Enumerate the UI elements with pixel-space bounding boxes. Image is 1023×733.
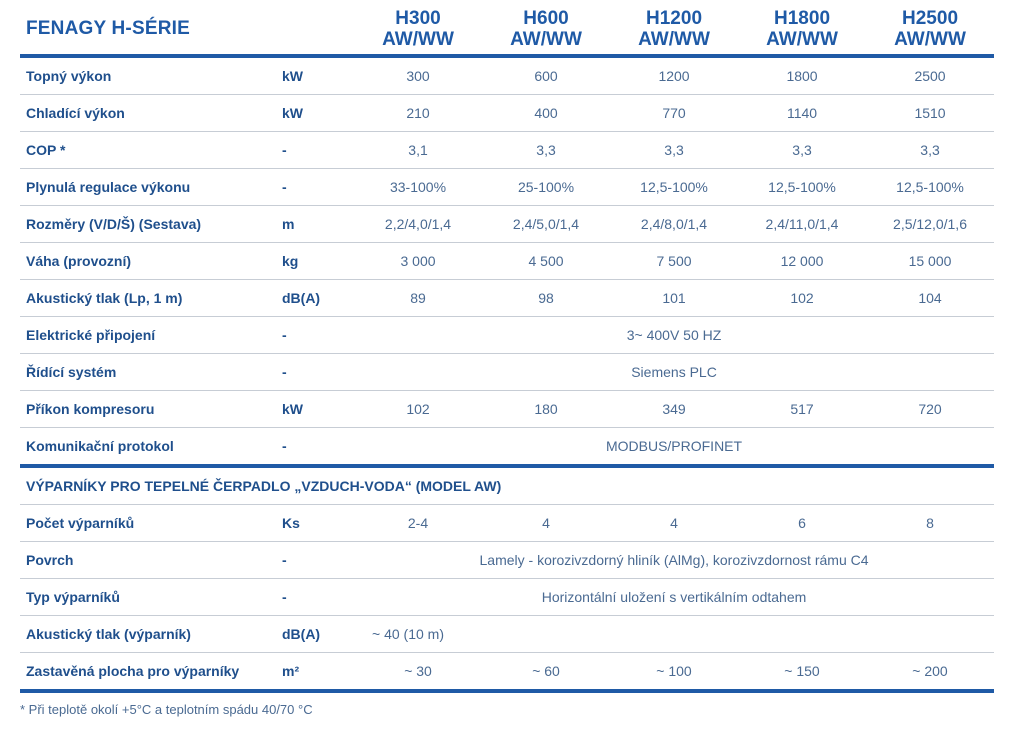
- table-row: [20, 280, 994, 317]
- row-label: Komunikační protokol: [20, 428, 278, 467]
- row-value: 3,3: [866, 132, 994, 169]
- table-row: [20, 132, 994, 169]
- row-unit: kW: [278, 56, 354, 95]
- table-row: [20, 616, 994, 653]
- row-value: 2,5/12,0/1,6: [866, 206, 994, 243]
- row-value: 12,5-100%: [866, 169, 994, 206]
- table-row: [20, 354, 994, 391]
- row-label: Chladící výkon: [20, 95, 278, 132]
- table-row: [20, 206, 994, 243]
- row-value-span: MODBUS/PROFINET: [354, 428, 994, 467]
- table-row: [20, 317, 994, 354]
- row-value: 101: [610, 280, 738, 317]
- row-value: 400: [482, 95, 610, 132]
- row-value: 4: [482, 505, 610, 542]
- row-value: 2,4/8,0/1,4: [610, 206, 738, 243]
- section-title: VÝPARNÍKY PRO TEPELNÉ ČERPADLO „VZDUCH-VODA“ (MODEL AW): [20, 466, 994, 505]
- row-unit: m²: [278, 653, 354, 692]
- row-unit: -: [278, 579, 354, 616]
- row-label: Typ výparníků: [20, 579, 278, 616]
- row-value: 12 000: [738, 243, 866, 280]
- table-row: [20, 243, 994, 280]
- row-value: 98: [482, 280, 610, 317]
- row-label: Povrch: [20, 542, 278, 579]
- row-value-span: Siemens PLC: [354, 354, 994, 391]
- row-unit: Ks: [278, 505, 354, 542]
- row-value: 104: [866, 280, 994, 317]
- footnote: * Při teplotě okolí +5°C a teplotním spádu 40/70 °C: [20, 702, 313, 717]
- row-unit: -: [278, 542, 354, 579]
- row-value: 349: [610, 391, 738, 428]
- row-value: 3,3: [610, 132, 738, 169]
- evap-section: [20, 466, 994, 505]
- table-row: [20, 391, 994, 428]
- row-value: 8: [866, 505, 994, 542]
- row-value: 89: [354, 280, 482, 317]
- row-value: 12,5-100%: [610, 169, 738, 206]
- row-label: COP *: [20, 132, 278, 169]
- table-row: [20, 56, 994, 95]
- model-h1200: H1200 AW/WW: [638, 8, 710, 50]
- row-unit: dB(A): [278, 280, 354, 317]
- table-row: [20, 653, 994, 692]
- row-label: Váha (provozní): [20, 243, 278, 280]
- row-unit: kW: [278, 391, 354, 428]
- row-value: 12,5-100%: [738, 169, 866, 206]
- table-row: [20, 579, 994, 616]
- row-value: ~ 30: [354, 653, 482, 692]
- row-value: 517: [738, 391, 866, 428]
- row-value: 2-4: [354, 505, 482, 542]
- row-value: 1800: [738, 56, 866, 95]
- row-value: 25-100%: [482, 169, 610, 206]
- row-value: 6: [738, 505, 866, 542]
- row-value: 770: [610, 95, 738, 132]
- row-value: 3,1: [354, 132, 482, 169]
- row-value: 600: [482, 56, 610, 95]
- row-value: ~ 100: [610, 653, 738, 692]
- row-value: 4 500: [482, 243, 610, 280]
- row-value: 2,2/4,0/1,4: [354, 206, 482, 243]
- row-label: Rozměry (V/D/Š) (Sestava): [20, 206, 278, 243]
- table-title: FENAGY H-SÉRIE: [26, 18, 190, 39]
- table-row: [20, 428, 994, 467]
- model-h1800: H1800 AW/WW: [766, 8, 838, 50]
- row-value: 2500: [866, 56, 994, 95]
- row-value-span: Lamely - korozivzdorný hliník (AlMg), korozivzdornost rámu C4: [354, 542, 994, 579]
- spec-rows: [20, 56, 994, 466]
- row-label: Počet výparníků: [20, 505, 278, 542]
- row-value: ~ 150: [738, 653, 866, 692]
- row-value: 4: [610, 505, 738, 542]
- spec-table: [20, 4, 994, 693]
- table-row: [20, 95, 994, 132]
- row-value: 300: [354, 56, 482, 95]
- row-unit: dB(A): [278, 616, 354, 653]
- row-unit: -: [278, 428, 354, 467]
- row-value: 210: [354, 95, 482, 132]
- header-row: [20, 4, 994, 56]
- row-label: Zastavěná plocha pro výparníky: [20, 653, 278, 692]
- row-label: Plynulá regulace výkonu: [20, 169, 278, 206]
- row-label: Příkon kompresoru: [20, 391, 278, 428]
- row-value: 1510: [866, 95, 994, 132]
- row-unit: -: [278, 317, 354, 354]
- row-value: 102: [354, 391, 482, 428]
- evap-rows: [20, 505, 994, 692]
- row-value: 1140: [738, 95, 866, 132]
- row-value: 33-100%: [354, 169, 482, 206]
- row-unit: kg: [278, 243, 354, 280]
- row-label: Řídící systém: [20, 354, 278, 391]
- table-row: [20, 169, 994, 206]
- row-value: 1200: [610, 56, 738, 95]
- table-row: [20, 542, 994, 579]
- row-value-span: 3~ 400V 50 HZ: [354, 317, 994, 354]
- table-row: [20, 505, 994, 542]
- section-header-row: [20, 466, 994, 505]
- model-h300: H300 AW/WW: [382, 8, 454, 50]
- row-label: Akustický tlak (výparník): [20, 616, 278, 653]
- row-value: 2,4/11,0/1,4: [738, 206, 866, 243]
- row-value: 720: [866, 391, 994, 428]
- row-value: ~ 60: [482, 653, 610, 692]
- row-value: ~ 200: [866, 653, 994, 692]
- row-value: 2,4/5,0/1,4: [482, 206, 610, 243]
- row-value-span: Horizontální uložení s vertikálním odtahem: [354, 579, 994, 616]
- row-value: 3,3: [482, 132, 610, 169]
- row-value: 180: [482, 391, 610, 428]
- row-unit: -: [278, 354, 354, 391]
- row-value: 7 500: [610, 243, 738, 280]
- row-label: Akustický tlak (Lp, 1 m): [20, 280, 278, 317]
- row-label: Elektrické připojení: [20, 317, 278, 354]
- row-value: 3,3: [738, 132, 866, 169]
- model-h600: H600 AW/WW: [510, 8, 582, 50]
- row-unit: kW: [278, 95, 354, 132]
- row-value: 102: [738, 280, 866, 317]
- row-unit: -: [278, 169, 354, 206]
- row-unit: -: [278, 132, 354, 169]
- row-label: Topný výkon: [20, 56, 278, 95]
- row-value: 3 000: [354, 243, 482, 280]
- row-value-span: ~ 40 (10 m): [354, 616, 994, 653]
- row-value: 15 000: [866, 243, 994, 280]
- row-unit: m: [278, 206, 354, 243]
- model-h2500: H2500 AW/WW: [894, 8, 966, 50]
